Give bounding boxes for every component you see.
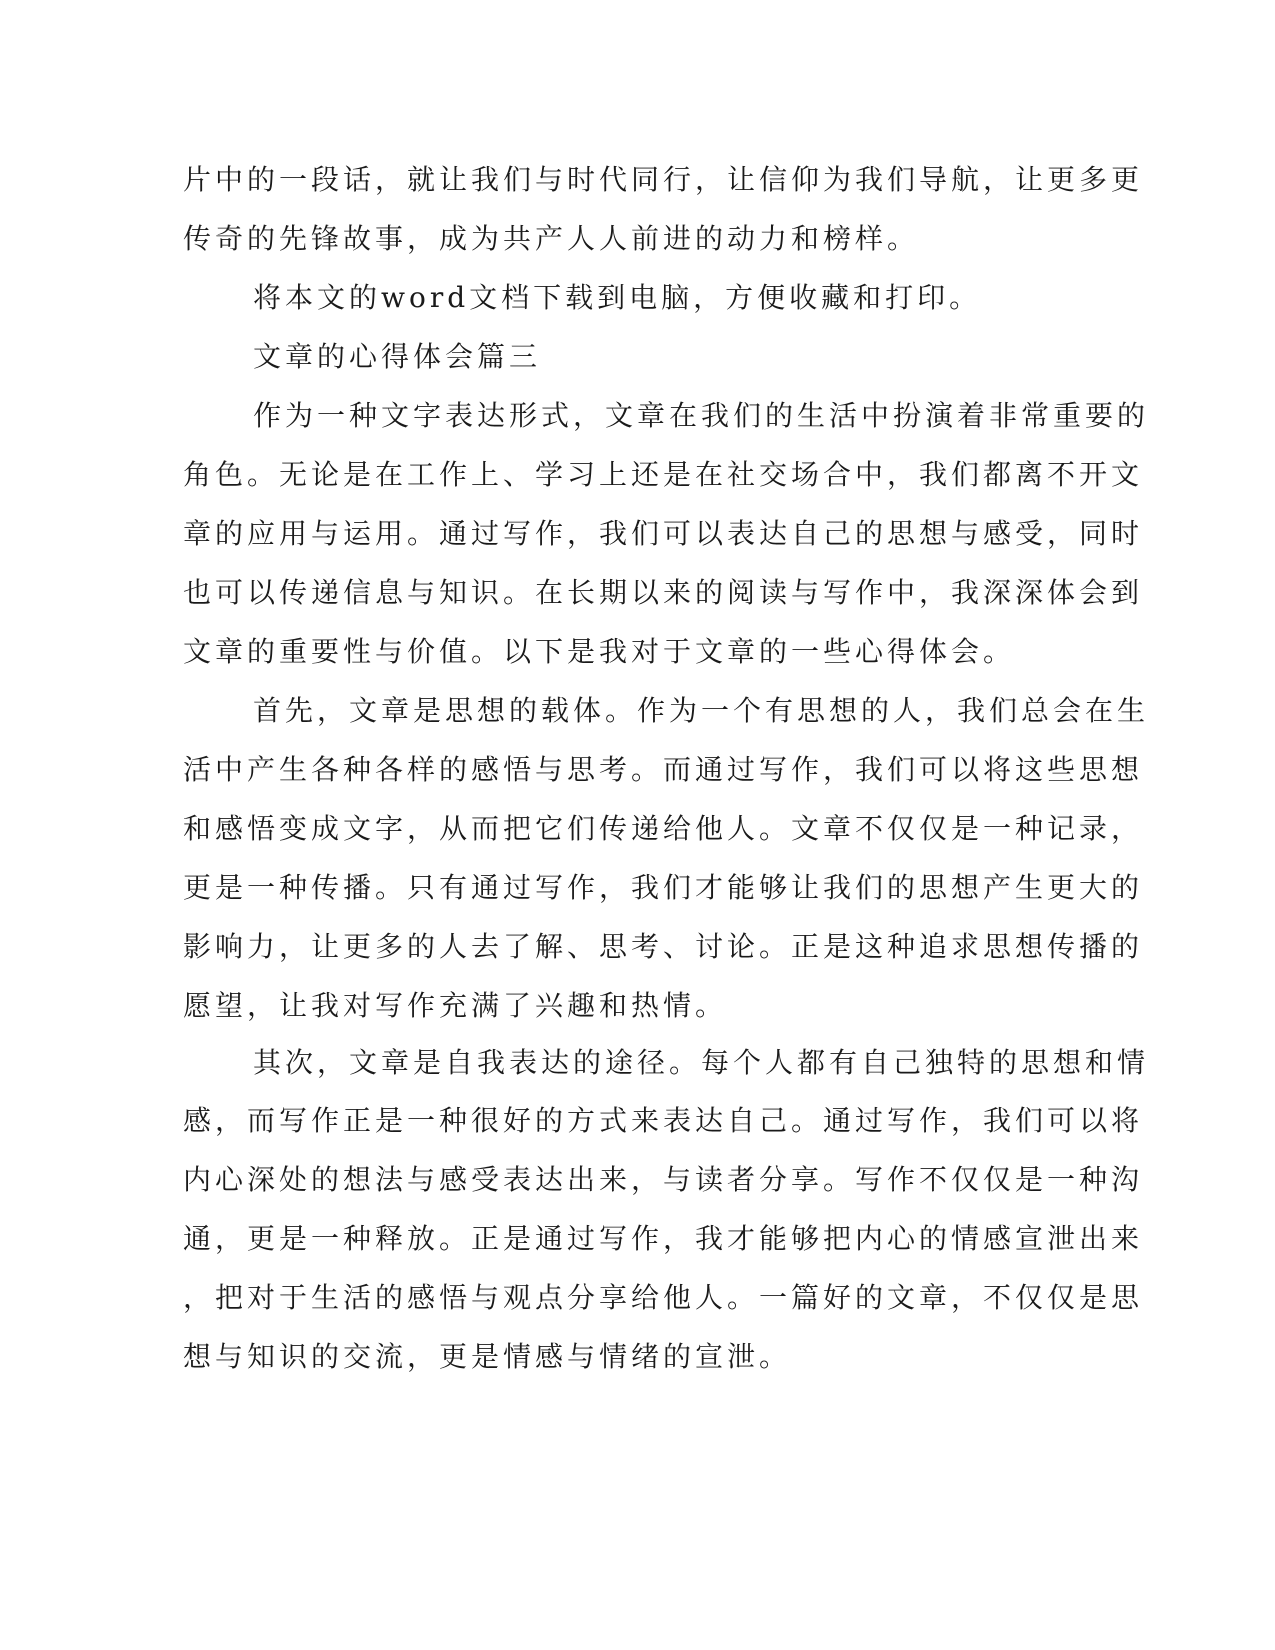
text-line: 首先，文章是思想的载体。作为一个有思想的人，我们总会在生 [253,694,1150,727]
section-heading: 文章的心得体会篇三 [253,340,542,373]
text-line: 片中的一段话，就让我们与时代同行，让信仰为我们导航，让更多更 [183,163,1144,196]
text-line: 传奇的先锋故事，成为共产人人前进的动力和榜样。 [183,222,920,255]
text-line: 也可以传递信息与知识。在长期以来的阅读与写作中，我深深体会到 [183,576,1144,609]
text-line: 内心深处的想法与感受表达出来，与读者分享。写作不仅仅是一种沟 [183,1163,1144,1196]
text-line: 文章的重要性与价值。以下是我对于文章的一些心得体会。 [183,635,1016,668]
text-line: 更是一种传播。只有通过写作，我们才能够让我们的思想产生更大的 [183,871,1144,904]
text-line: 影响力，让更多的人去了解、思考、讨论。正是这种追求思想传播的 [183,930,1144,963]
text-line: 和感悟变成文字，从而把它们传递给他人。文章不仅仅是一种记录， [183,812,1144,845]
text-line: 将本文的word文档下载到电脑，方便收藏和打印。 [253,281,982,314]
text-line: 感，而写作正是一种很好的方式来表达自己。通过写作，我们可以将 [183,1104,1144,1137]
text-line: 通，更是一种释放。正是通过写作，我才能够把内心的情感宣泄出来 [183,1222,1144,1255]
text-line: 活中产生各种各样的感悟与思考。而通过写作，我们可以将这些思想 [183,753,1144,786]
text-line: 想与知识的交流，更是情感与情绪的宣泄。 [183,1340,792,1373]
text-line: 愿望，让我对写作充满了兴趣和热情。 [183,989,728,1022]
text-line: 角色。无论是在工作上、学习上还是在社交场合中，我们都离不开文 [183,458,1144,491]
text-line: 章的应用与运用。通过写作，我们可以表达自己的思想与感受，同时 [183,517,1144,550]
text-line: ，把对于生活的感悟与观点分享给他人。一篇好的文章，不仅仅是思 [183,1281,1144,1314]
text-line: 其次，文章是自我表达的途径。每个人都有自己独特的思想和情 [253,1046,1150,1079]
text-line: 作为一种文字表达形式，文章在我们的生活中扮演着非常重要的 [253,399,1150,432]
